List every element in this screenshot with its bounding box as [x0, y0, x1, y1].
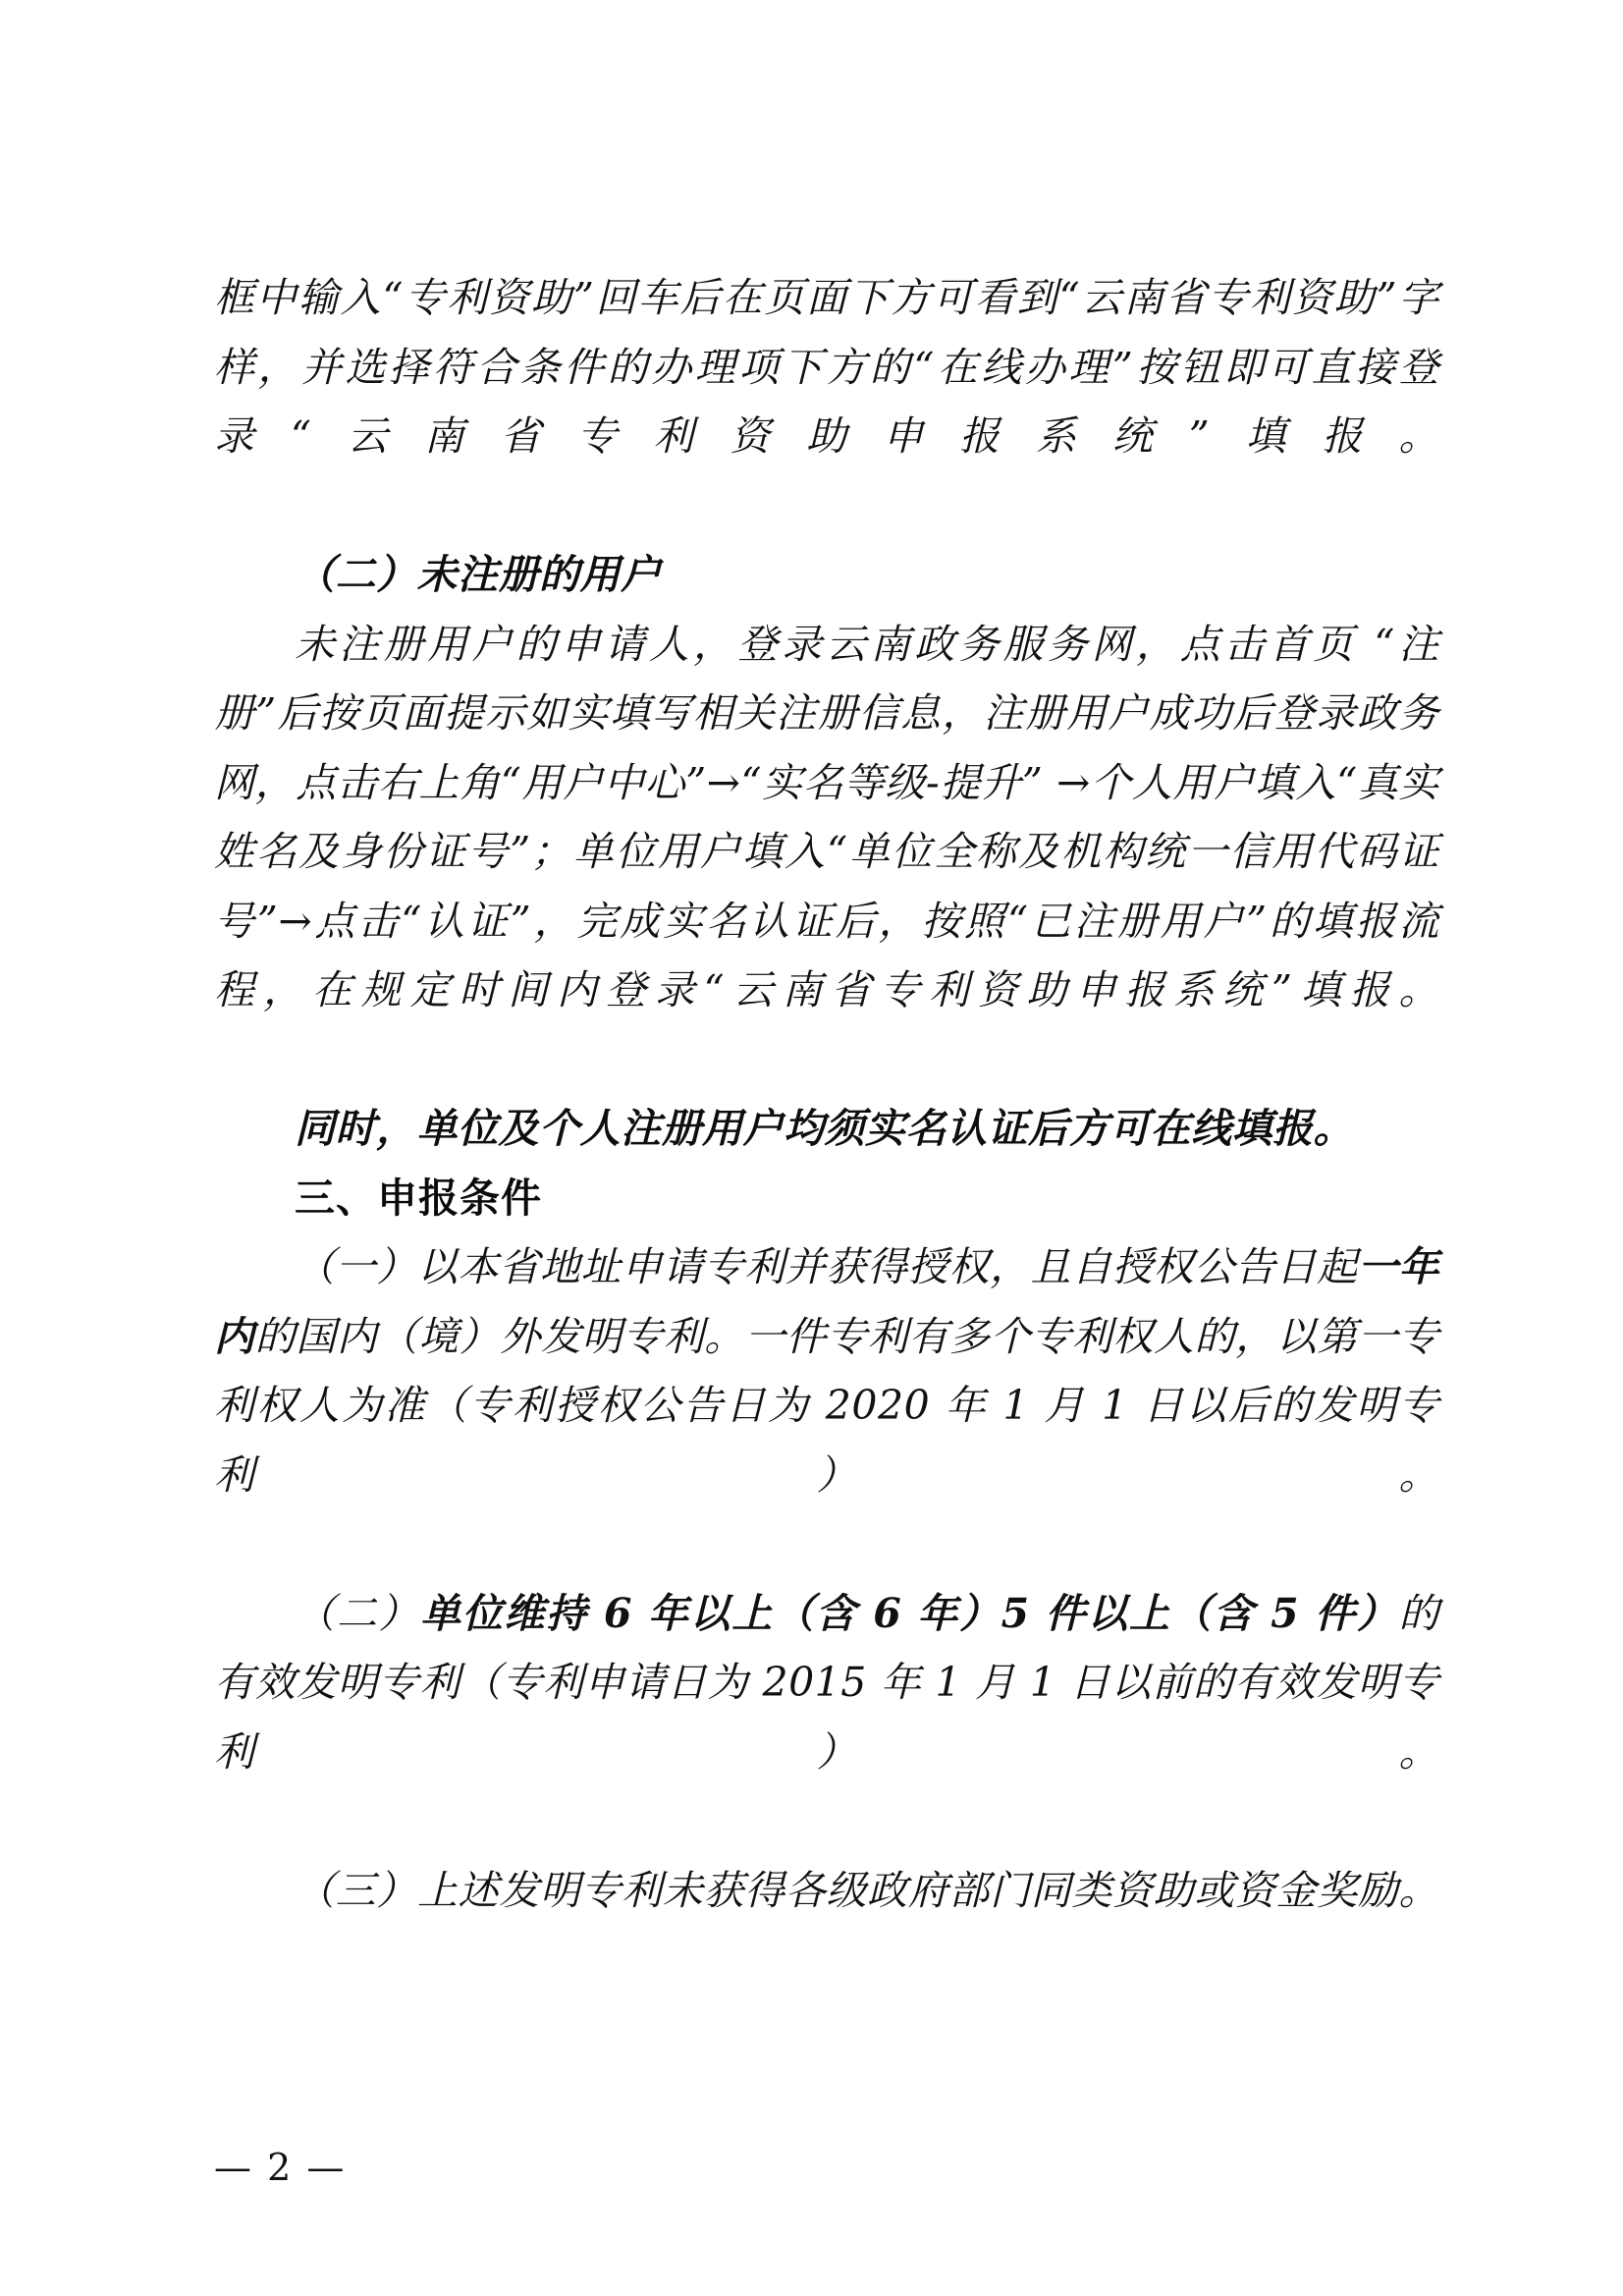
- document-body: [214, 263, 1439, 1995]
- condition-item-1-lead: （一）以本省地址申请专利并获得授权，且自授权公告日起: [295, 1243, 1358, 1290]
- condition-item-3: （三）上述发明专利未获得各级政府部门同类资助或资金奖励。: [295, 1866, 1439, 1914]
- paragraph-registered-user-flow: 框中输入“专利资助”回车后在页面下方可看到“云南省专利资助”字样，并选择符合条件的办理项下方的“在线办理”按钮即可直接登录“云南省专利资助申报系统”填报。: [214, 274, 1439, 460]
- heading-application-conditions: 三、申报条件: [295, 1174, 542, 1222]
- condition-item-2-rest: 的有效发明专利（专利申请日为 2015 年 1 月 1 日以前的有效发明专利）。: [214, 1589, 1440, 1776]
- condition-item-1: [214, 1232, 1439, 1579]
- condition-item-2: [214, 1579, 1439, 1856]
- paragraph-realname-requirement: 同时，单位及个人注册用户均须实名认证后方可在线填报。: [295, 1105, 1354, 1152]
- condition-item-1-emphasis: 一年内: [214, 1243, 1440, 1360]
- page-number: — 2 —: [214, 2146, 347, 2189]
- paragraph-unregistered-user-flow: 未注册用户的申请人，登录云南政务服务网，点击首页 “注册”后按页面提示如实填写相关注册信息，注册用户成功后登录政务网，点击右上角“用户中心”→“实名等级-提升” →个人用户填入“真实姓名及身份证号”；单位用户填入“单位全称及机构统一信用代码证号”→点击“认证”，完成实名认证后，按照“已注册用户”的填报流程，在规定时间内登录“云南省专利资助申报系统”填报。: [214, 620, 1439, 1013]
- condition-item-2-lead: （二）: [295, 1589, 421, 1637]
- condition-item-2-emphasis: 单位维持 6 年以上（含 6 年）5 件以上（含 5 件）: [420, 1589, 1399, 1637]
- condition-item-1-rest: 的国内（境）外发明专利。一件专利有多个专利权人的，以第一专利权人为准（专利授权公告日为 2020 年 1 月 1 日以后的发明专利）。: [214, 1312, 1440, 1499]
- subheading-unregistered-user: （二）未注册的用户: [295, 551, 662, 598]
- page-footer: [214, 2146, 1439, 2189]
